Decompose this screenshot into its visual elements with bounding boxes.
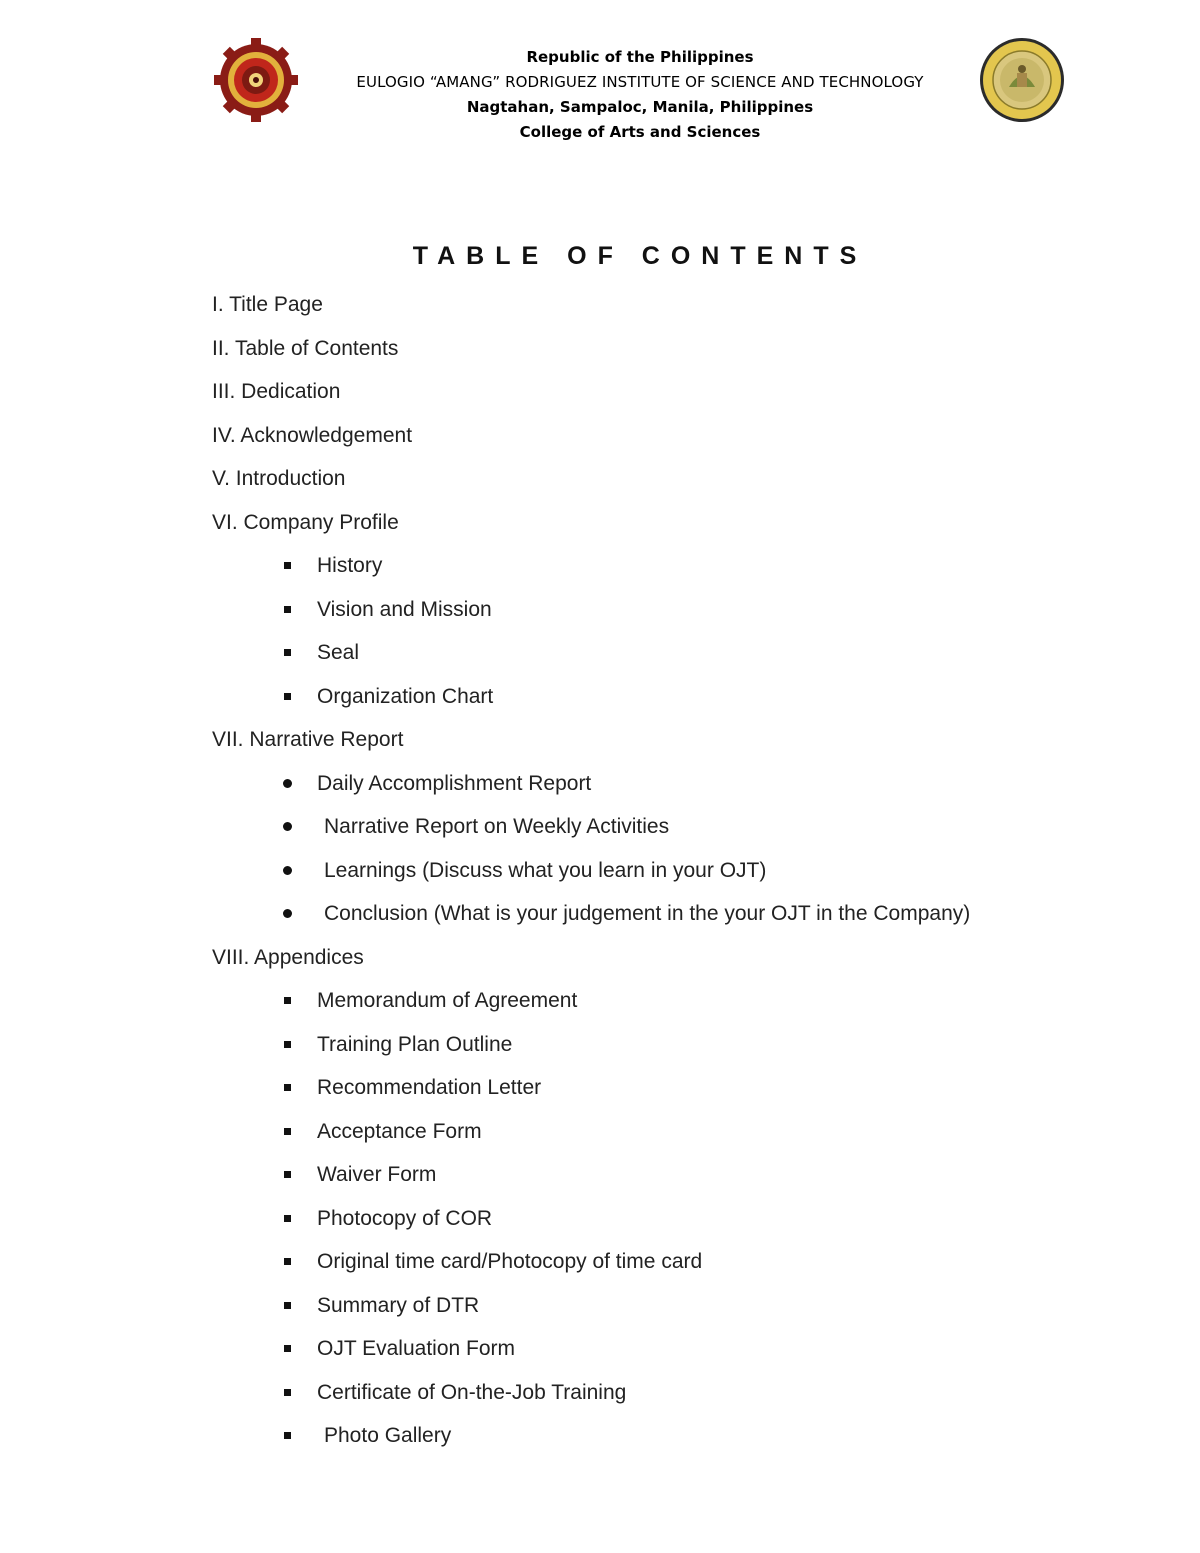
square-bullet-icon	[284, 1171, 291, 1178]
toc-subitem	[212, 1029, 1112, 1073]
toc-subitem-label: Photo Gallery	[324, 1424, 452, 1447]
toc-item: VIII. Appendices	[212, 945, 364, 969]
toc-subitem-label: Photocopy of COR	[317, 1206, 493, 1230]
header-institution: EULOGIO “AMANG” RODRIGUEZ INSTITUTE OF SCIENCE AND TECHNOLOGY	[356, 73, 924, 91]
header-address: Nagtahan, Sampaloc, Manila, Philippines	[466, 98, 814, 116]
toc-item: V. Introduction	[212, 467, 346, 490]
square-bullet-icon	[284, 1041, 291, 1048]
square-bullet-icon	[284, 1128, 291, 1135]
toc-subitem	[212, 1159, 1112, 1203]
toc-subitem-label: Conclusion (What is your judgement in the your OJT in the Company)	[324, 902, 971, 925]
toc-subitem	[212, 811, 1112, 855]
square-bullet-icon	[284, 649, 291, 656]
square-bullet-icon	[284, 693, 291, 700]
toc-item: VII. Narrative Report	[212, 728, 404, 751]
toc-subitem	[212, 1420, 1112, 1464]
toc-subitem-label: Summary of DTR	[317, 1293, 480, 1317]
toc-subitem	[212, 985, 1112, 1029]
toc-subitem	[212, 594, 1112, 638]
toc-subitem	[212, 1116, 1112, 1160]
page-title: TABLE OF CONTENTS	[412, 242, 868, 270]
square-bullet-icon	[284, 562, 291, 569]
toc-subitem-label: Organization Chart	[317, 684, 494, 708]
header-college: College of Arts and Sciences	[519, 123, 761, 141]
round-bullet-icon	[283, 779, 292, 788]
toc-subitem-label: Recommendation Letter	[317, 1076, 542, 1099]
square-bullet-icon	[284, 1215, 291, 1222]
toc-subitem-label: Certificate of On-the-Job Training	[317, 1380, 627, 1404]
square-bullet-icon	[284, 1389, 291, 1396]
gear-seal-icon	[213, 37, 299, 123]
table-of-contents	[212, 289, 1112, 1464]
toc-subitem	[212, 898, 1112, 942]
institution-header	[300, 45, 980, 145]
toc-subitem-label: Seal	[317, 641, 360, 664]
round-bullet-icon	[283, 822, 292, 831]
square-bullet-icon	[284, 1084, 291, 1091]
toc-subitem	[212, 681, 1112, 725]
toc-subitem-label: Daily Accomplishment Report	[317, 771, 592, 795]
square-bullet-icon	[284, 1258, 291, 1265]
toc-item: III. Dedication	[212, 380, 341, 403]
square-bullet-icon	[284, 606, 291, 613]
round-bullet-icon	[283, 909, 292, 918]
header-republic: Republic of the Philippines	[526, 48, 754, 66]
toc-subitem	[212, 1377, 1112, 1421]
toc-subitem-label: History	[317, 554, 383, 577]
toc-subitem	[212, 1203, 1112, 1247]
toc-subitem	[212, 768, 1112, 812]
square-bullet-icon	[284, 1432, 291, 1439]
toc-subitem-label: Original time card/Photocopy of time card	[317, 1250, 703, 1273]
toc-item: IV. Acknowledgement	[212, 423, 413, 447]
toc-item: I. Title Page	[212, 293, 323, 316]
toc-subitem-label: Memorandum of Agreement	[317, 989, 578, 1012]
toc-subitem	[212, 1290, 1112, 1334]
toc-subitem-label: Narrative Report on Weekly Activities	[324, 815, 670, 838]
toc-subitem	[212, 637, 1112, 681]
square-bullet-icon	[284, 1345, 291, 1352]
toc-subitem-label: Vision and Mission	[317, 597, 492, 621]
toc-subitem-label: OJT Evaluation Form	[317, 1337, 516, 1360]
college-seal-icon	[979, 37, 1065, 123]
toc-subitem	[212, 855, 1112, 899]
toc-subitem	[212, 1246, 1112, 1290]
toc-subitem-label: Training Plan Outline	[317, 1032, 513, 1056]
toc-subitem	[212, 1072, 1112, 1116]
square-bullet-icon	[284, 1302, 291, 1309]
toc-subitem	[212, 550, 1112, 594]
toc-item: II. Table of Contents	[212, 336, 399, 360]
square-bullet-icon	[284, 997, 291, 1004]
toc-subitem-label: Learnings (Discuss what you learn in your OJT)	[324, 858, 767, 882]
toc-subitem	[212, 1333, 1112, 1377]
toc-subitem-label: Acceptance Form	[317, 1119, 482, 1143]
toc-item: VI. Company Profile	[212, 510, 399, 534]
toc-subitem-label: Waiver Form	[317, 1163, 437, 1186]
round-bullet-icon	[283, 866, 292, 875]
